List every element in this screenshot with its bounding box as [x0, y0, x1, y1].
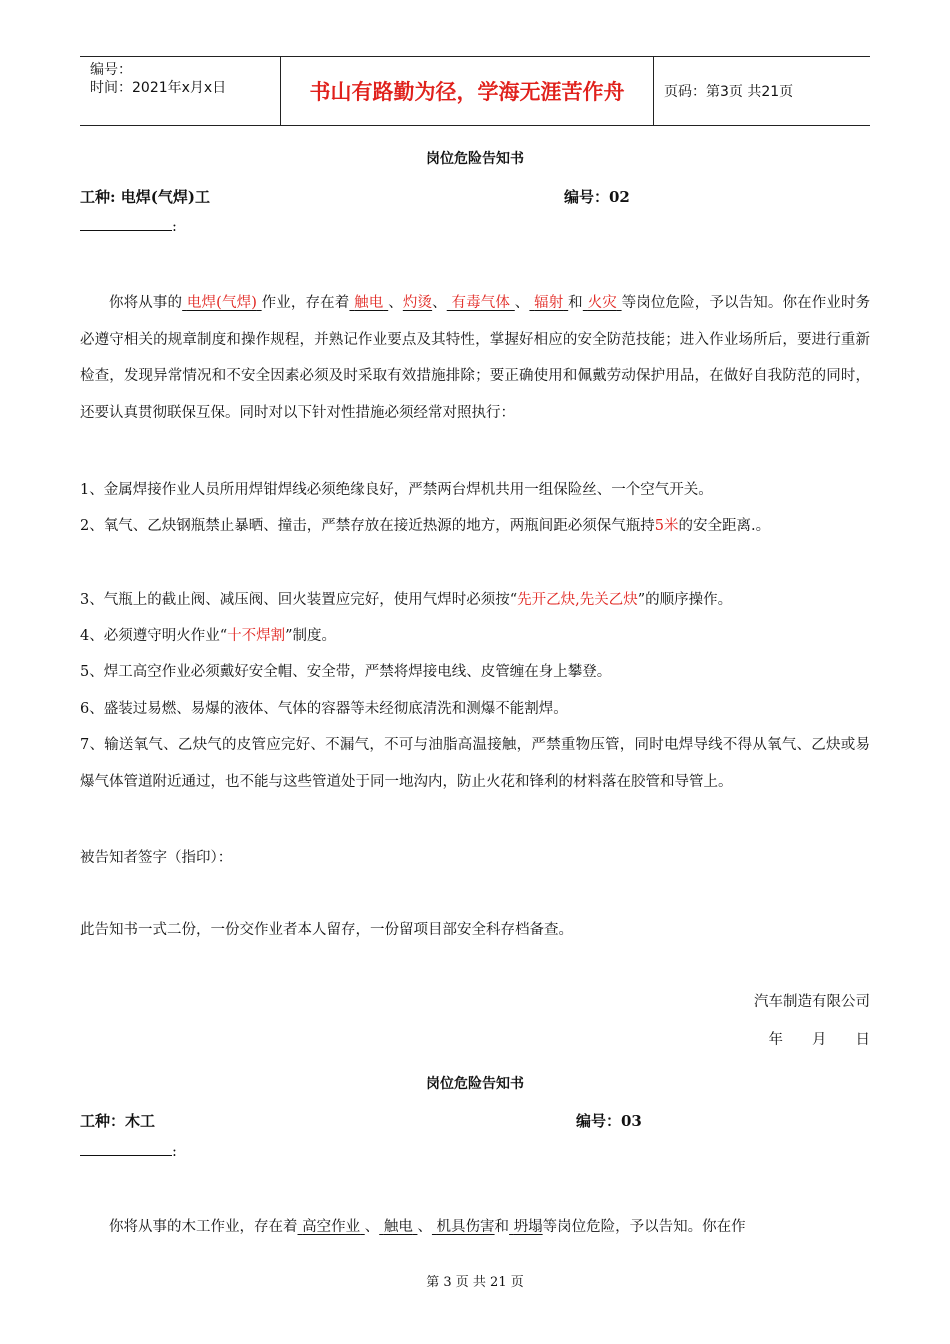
item4-rule: 十不焊割 [227, 628, 286, 644]
item4-pre: 4、必须遵守明火作业“ [80, 628, 228, 644]
notice1-item-1: 1、金属焊接作业人员所用焊钳焊线必须绝缘良好，严禁两台焊机共用一组保险丝、一个空气开关。 [80, 482, 713, 498]
sep: 、 [514, 295, 530, 311]
notice2-intro [109, 1215, 746, 1236]
notice2-job: 工种：木工 [80, 1112, 156, 1130]
sep: 和 [568, 295, 583, 311]
notice1-intro [80, 285, 870, 431]
item2-pre: 2、氧气、乙炔钢瓶禁止暴晒、撞击，严禁存放在接近热源的地方，两瓶间距必须保气瓶持 [80, 518, 655, 534]
hazard-4: 辐射 [534, 295, 564, 311]
blank-suffix: : [172, 219, 177, 235]
sep: 、 [417, 1219, 432, 1235]
item4-post: ”制度。 [285, 628, 337, 644]
header-time-label: 时间：2021年x月x日 [90, 80, 227, 96]
sep: 和 [494, 1219, 510, 1235]
intro-pre: 你将从事的木工作业，存在着 [109, 1219, 298, 1235]
hazard-5: 火灾 [587, 295, 617, 311]
item2-post: 的安全距离.。 [678, 518, 771, 534]
intro-post: 等岗位危险，予以告知。你在作业时务必遵守相关的规章制度和操作规程，并熟记作业要点及其特性，掌握好相应的安全防范技能；进入作业场所后，要进行重新检查，发现异常情况和不安全因素必须及时采取有效措施排除；要正确使用和佩戴劳动保护用品，在做好自我防范的同时，还要认真贯彻联保互保。同时对以下针对性措施必须经常对照执行： [80, 295, 871, 421]
blank-line [80, 1143, 172, 1156]
notice2-recipient-blank [80, 1143, 177, 1160]
notice1-item-3 [80, 588, 732, 609]
notice1-job: 工种: 电焊(气焊)工 [80, 188, 210, 206]
intro-pre: 你将从事的 [109, 295, 183, 311]
notice1-signature: 被告知者签字（指印）： [80, 850, 233, 866]
notice1-copies: 此告知书一式二份，一份交作业者本人留存，一份留项目部安全科存档备查。 [80, 922, 573, 938]
notice1-item-6: 6、盛装过易燃、易爆的液体、气体的容器等未经彻底清洗和测爆不能割焊。 [80, 701, 568, 717]
notice1-item-4 [80, 624, 336, 645]
header-motto: 书山有路勤为径，学海无涯苦作舟 [280, 57, 654, 125]
hazard-2: 灼烫 [402, 295, 433, 311]
header-page-info: 页码：第3页 共21页 [664, 84, 794, 100]
header-table [80, 56, 870, 126]
footer-page-number: 第 3 页 共 21 页 [426, 1275, 524, 1290]
hazard-1: 触电 [354, 295, 384, 311]
notice1-company: 汽车制造有限公司 [754, 994, 870, 1010]
header-left-cell [80, 57, 280, 125]
sep: 、 [364, 1219, 380, 1235]
hazard-2: 触电 [383, 1219, 413, 1235]
hazard-4: 坍塌 [513, 1219, 543, 1235]
notice2-code: 编号：03 [576, 1112, 642, 1130]
hazard-3: 机具伤害 [436, 1219, 495, 1235]
intro-post: 等岗位危险，予以告知。你在作 [542, 1219, 746, 1235]
header-number-label: 编号： [90, 62, 132, 78]
sep: 、 [432, 295, 447, 311]
notice1-recipient-blank [80, 218, 177, 235]
intro-job: 电焊(气焊) [186, 295, 257, 311]
notice1-title: 岗位危险告知书 [426, 151, 524, 167]
notice1-code: 编号：02 [564, 188, 630, 206]
notice2-title: 岗位危险告知书 [426, 1076, 524, 1092]
sep: 、 [388, 295, 403, 311]
hazard-1: 高空作业 [302, 1219, 361, 1235]
blank-line [80, 218, 172, 231]
notice1-date: 年 月 日 [768, 1032, 870, 1048]
hazard-3: 有毒气体 [451, 295, 511, 311]
item3-pre: 3、气瓶上的截止阀、减压阀、回火装置应完好，使用气焊时必须按“ [80, 592, 518, 608]
item3-rule: 先开乙炔,先关乙炔 [517, 592, 638, 608]
blank-suffix: : [172, 1144, 177, 1160]
notice1-item-2 [80, 514, 770, 535]
notice1-item-5: 5、焊工高空作业必须戴好安全帽、安全带，严禁将焊接电线、皮管缠在身上攀登。 [80, 664, 612, 680]
item2-distance: 5米 [654, 518, 679, 534]
item3-post: ”的顺序操作。 [637, 592, 733, 608]
intro-mid: 作业，存在着 [261, 295, 350, 311]
notice1-item-7: 7、输送氧气、乙炔气的皮管应完好、不漏气，不可与油脂高温接触，严禁重物压管，同时电焊导线不得从氧气、乙炔或易爆气体管道附近通过，也不能与这些管道处于同一地沟内，防止火花和锋利的材料落在胶管和导管上。 [80, 737, 870, 790]
